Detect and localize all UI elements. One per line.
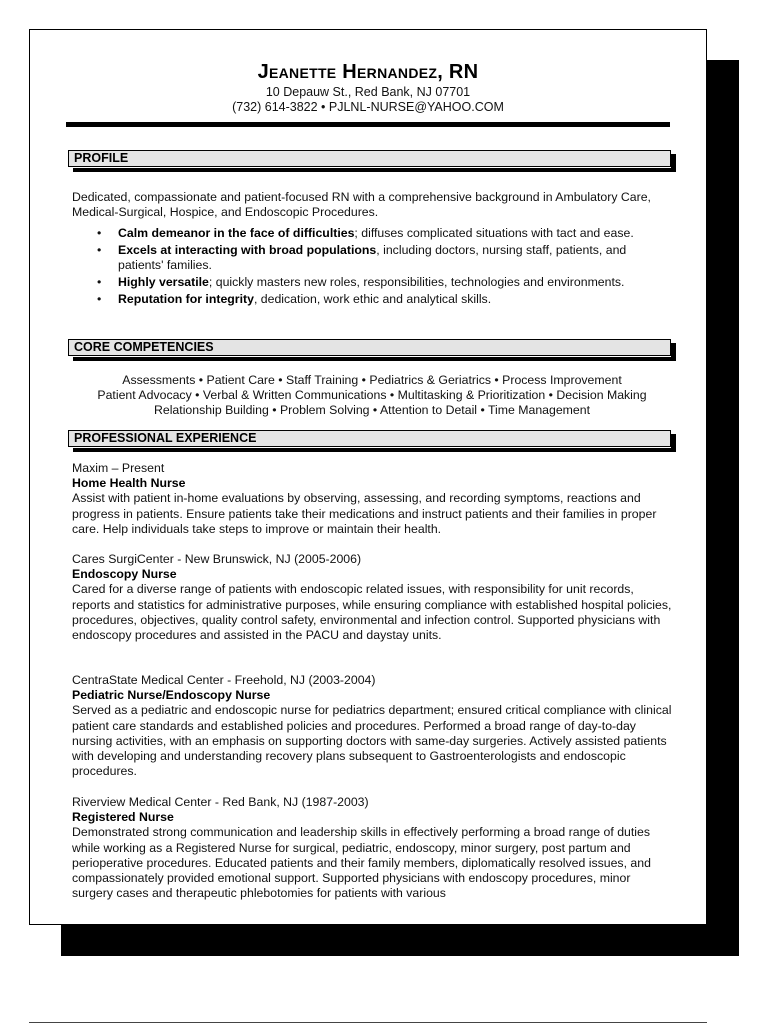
job-title: Home Health Nurse (72, 476, 186, 491)
job-description: Assist with patient in-home evaluations by observing, assessing, and recording symptoms, reactions and progress in patients. Ensure patients take their medications and instruct patients and their families in proper care. Help individuals take steps to improve or maintain their health. (72, 491, 657, 536)
competencies-line: Assessments • Patient Care • Staff Training • Pediatrics & Geriatrics • Process Improvement (122, 373, 622, 387)
job-employer: Riverview Medical Center - Red Bank, NJ (1987-2003) (72, 795, 369, 809)
job-title: Endoscopy Nurse (72, 567, 177, 582)
profile-summary: Dedicated, compassionate and patient-focused RN with a comprehensive background in Ambulatory Care, Medical-Surgical, Hospice, and Endoscopic Procedures. (72, 190, 651, 220)
job-description: Served as a pediatric and endoscopic nurse for pediatrics department; ensured critical compliance with clinical patient care standards and established policies and procedures. Performed a broad range of day-to-day nursing activities, with an emphasis on supporting doctors with same-day surgeries. Actively assisted patients with developing and understanding recovery plans subsequent to Gastroenterologists and endoscopic procedures. (72, 703, 672, 779)
list-item: • Excels at interacting with broad populations, including doctors, nursing staff, patients, and patients' families. (97, 242, 627, 272)
experience-heading: PROFESSIONAL EXPERIENCE (68, 430, 671, 447)
job-title: Registered Nurse (72, 810, 174, 825)
profile-heading: PROFILE (68, 150, 671, 167)
job-employer: Cares SurgiCenter - New Brunswick, NJ (2005-2006) (72, 552, 362, 566)
competencies-heading: CORE COMPETENCIES (68, 339, 671, 356)
competencies-line: Patient Advocacy • Verbal & Written Communications • Multitasking & Prioritization • Decision Making (97, 388, 647, 402)
resume-page (29, 29, 707, 925)
job-entry (72, 552, 672, 643)
job-entry (72, 461, 672, 537)
competencies-line: Relationship Building • Problem Solving • Attention to Detail • Time Management (153, 403, 591, 417)
job-employer: Maxim – Present (72, 461, 165, 475)
job-entry (72, 795, 672, 901)
candidate-name: Jeanette Hernandez, RN (257, 61, 479, 83)
job-employer: CentraState Medical Center - Freehold, NJ (2003-2004) (72, 673, 376, 687)
list-item: • Highly versatile; quickly masters new roles, responsibilities, technologies and environments. (97, 274, 625, 289)
list-item: • Reputation for integrity, dedication, work ethic and analytical skills. (97, 291, 492, 306)
job-title: Pediatric Nurse/Endoscopy Nurse (72, 688, 271, 703)
profile-bullets (72, 226, 672, 308)
job-entry (72, 673, 672, 779)
page-divider (29, 1022, 707, 1023)
header-rule (66, 122, 670, 127)
contact-line: (732) 614-3822 • PJLNL-NURSE@YAHOO.COM (232, 100, 504, 114)
job-description: Demonstrated strong communication and leadership skills in effectively performing a broad range of duties while working as a Registered Nurse for surgical, pediatric, endoscopy, minor surgery, post partum and perioperative procedures. Educated patients and their family members, diplomatically resolved issues, and compassionately provided emotional support. Supported physicians with endoscopy procedures, minor surgery cases and therapeutic phlebotomies for patients with various (72, 825, 651, 901)
list-item: • Calm demeanor in the face of difficulties; diffuses complicated situations with tact and ease. (97, 226, 634, 240)
address-line: 10 Depauw St., Red Bank, NJ 07701 (265, 85, 471, 99)
job-description: Cared for a diverse range of patients with endoscopic related issues, with responsibility for unit records, reports and statistics for administrative purposes, while ensuring compliance with established hospital policies, procedures, objectives, quality control safety, environmental and infection control. Supported physicians with endoscopy procedures and assisted in the PACU and daystay units. (72, 582, 672, 643)
